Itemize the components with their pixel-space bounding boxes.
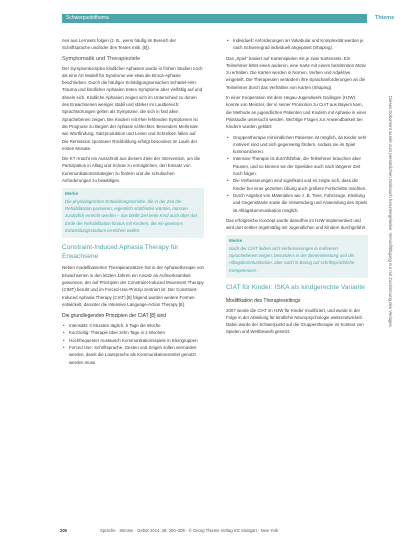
- list-item: • Gruppentherapie mit kindlichen Patienten ist möglich, da Kinder sehr motiviert sind und sich gegenseitig fördern, sodass sie im Spiel kommunizieren.: [233, 134, 368, 156]
- list-item: • Durch Angebot von Materialien wie z. B. Tiere, Fahrzeuge, Kleidung und Gegenstände sowie die Verwendung und Anwendung des Spiels ist Alltagskommunikation möglich.: [233, 192, 368, 214]
- symptom-paragraph-1: Der Symptomkomplex kindlicher Aphasien wurde in frühen Studien noch als eine Art Modell für Syndrome wie etwa die Broca-Aphasie beschrieben. Durch die häufiger Schädigungsursachen Schädel-Hirn-Trauma und kindlicher Aphasien treten Symptome aber vielfältig auf und ähneln sich. Kindliche Aphasien zeigen sich im Unterschied zu denen des Erwachsenen weniger stabil und stärker im Lautbereich: Sprachstörungen gelten als Symptome, die sich in fast allen Sprachebenen zeigen. Bei Kindern mit eher fehlenden Symptomen ist die Prognose zu Beginn der Aphasie schlechter. Besonders Merkmale wie Wortfindung, Satzproduktion und Lesen und Schreiben fallen auf. Die Remission spontaner Rückbildung erfolgt besonders im Laufe der ersten Monate.: [62, 65, 203, 151]
- studies-paragraph: In einer Kooperation mit dem Hegau-Jugendwerk Gailingen (HJW) konnte von Meinzer, der in seiner Promotion zu CIAT aus Bayern kam, die Methode an jugendlichen Patienten und Kindern mit Aphasie in einer Pilotstudie untersucht werden. Wichtige Fragen zur Anwendbarkeit bei Kindern wurden geklärt:: [226, 95, 367, 130]
- publisher-logo[interactable]: Thieme: [375, 15, 395, 21]
- merke-box-right: [226, 235, 368, 277]
- right-column: [226, 37, 368, 339]
- list-item: • Forced Use: Schriftsprache, Gesten und Zeigen sollen vermieden werden, damit die Lautsprache als Kommunikationsmittel genutzt werden muss: [69, 344, 204, 366]
- principles-list-continued: [226, 37, 368, 52]
- game-paragraph: Das „Spiel“ basiert auf Kartenspielen mit je zwei Kartensets. Ein Teilnehmer bittet einen anderen, eine Karte mit einem bestimmten Motiv zu erhalten. Die Karten werden in Nomen, Verben und Adjektive eingeteilt. Die Therapeuten verändern ihre Sprachanforderungen an die Teilnehmer durch das Verhältnis von Karten (Shaping).: [226, 55, 366, 90]
- merke-text: Nach der CIAT ließen sich Verbesserungen in mehreren Sprachebenen zeigen, besonders in der Benennleistung und der Alltagskommunikation, aber auch in Bezug auf schriftsprachliche Kompetenzen.: [229, 245, 355, 273]
- modification-paragraph: 2007 wurde die CIAT im HJW für Kinder modifiziert, und wurde in der Folge in der Abteilung für kindliche Neuropsychologie weiterentwickelt. Dabei wurde der Schwerpunkt auf die Gruppentherapie im Kontext von Spielen und Wettbewerb gesetzt.: [226, 307, 364, 335]
- list-item: • Hochfrequenter Austausch Kommunikationsspiele in Kleingruppen: [69, 337, 204, 344]
- findings-list: [226, 134, 368, 214]
- header-bar: [0, 14, 413, 23]
- list-item: • Intensität: 3 Stunden täglich, 5 Tage die Woche: [69, 322, 204, 329]
- cimt-paragraph: Neben modellbasierten Therapieansätzen hat in der Aphasietherapie von Erwachsenen in den letzten Jahren ein Ansatz an Aufmerksamkeit gewonnen, der auf Prinzipien der Constraint-Induced Movement Therapy (CIMT) beruht und im Forced-Use-Prinzip zentriert ist. Der Constraint-Induced Aphasia Therapy (CIAT) [8] folgend wurden weitere Formen entwickelt, darunter die Intensive Language-Action Therapy [8].: [62, 265, 204, 307]
- section-heading-symptom: Symptomatik und Therapieziele: [62, 55, 141, 62]
- principles-list: [62, 322, 204, 366]
- download-notice: Dieses Dokument wurde zum persönlichen Gebrauch heruntergeladen. Vervielfältigung nur mit Zustimmung des Verlages.: [388, 96, 393, 329]
- principles-heading: Die grundlegenden Prinzipien der CIAT [8] sind: [62, 313, 167, 320]
- page-number: 200: [60, 528, 67, 533]
- left-column: [62, 37, 204, 369]
- merke-label: Merke: [65, 191, 79, 197]
- modification-heading: Modifikation des Therapiesettings: [226, 297, 301, 304]
- list-item: • Individuell: Anforderungen an Vokabular und Komplexität werden je nach Schweregrad individuell angepasst (Shaping).: [233, 37, 368, 52]
- list-item: • Kurzzeitig: Therapie über zehn Tage in 2 Wochen: [69, 329, 204, 336]
- merke-box-left: [62, 188, 204, 238]
- concept-paragraph: Das erfolgreiche Konzept wurde daraufhin im HJW implementiert und wird dort seither regelmäßig mit Jugendlichen und Kindern durchgeführt.: [226, 217, 367, 231]
- list-item: • Die Verbesserungen sind signifikant und es zeigte sich, dass die Kinder bei einer gezielten Übung auch größere Fortschritte machten.: [233, 177, 368, 192]
- merke-text: Die physiologischen Entwicklungsschritte, die in der Zeit der Rehabilitation passieren, eigentlich stattfinden würden, müssen zusätzlich erreicht werden – das bleibt Ziel beim Kind auch über das Ende der Rehabilitation hinaus mit Kindern, die ein gewisses Entwicklungsstadium erreichen wollen.: [65, 198, 198, 233]
- list-item: • Intensive Therapie ist durchführbar, die Teilnehmer brauchen aber Pausen, und so können sie der Spielidee auch nach längerer Zeit noch folgen.: [233, 155, 368, 177]
- citation-line: Sprache · Stimme · Gehör 2014; 38: 200–205 · © Georg Thieme Verlag KG Stuttgart · New York: [100, 528, 279, 533]
- merke-label: Merke: [229, 238, 243, 244]
- section-heading-ciat: CIAT für Kinder: ISKA als kindgerechte Variante: [226, 283, 365, 291]
- section-heading-cimt: Constraint-Induced Aphasia Therapy für Erwachsene: [62, 244, 179, 260]
- section-tag: Schwerpunktthema: [66, 15, 109, 21]
- symptom-paragraph-2: Die KT rmacht ein Ausschnitt aus diesem Ziele der Intervention, um die Partizipation in Alltag und Schule zu ermöglichen, den Einsatz von Kommunikationsstrategien zu fördern und die schulischen Anforderungen zu bewältigen.: [62, 156, 201, 184]
- intro-paragraph: nen aus Lernsets folgen (z. B., wenn häufig im Bereich der Schriftsprache und/oder des Textes mitk. [5]).: [62, 38, 176, 51]
